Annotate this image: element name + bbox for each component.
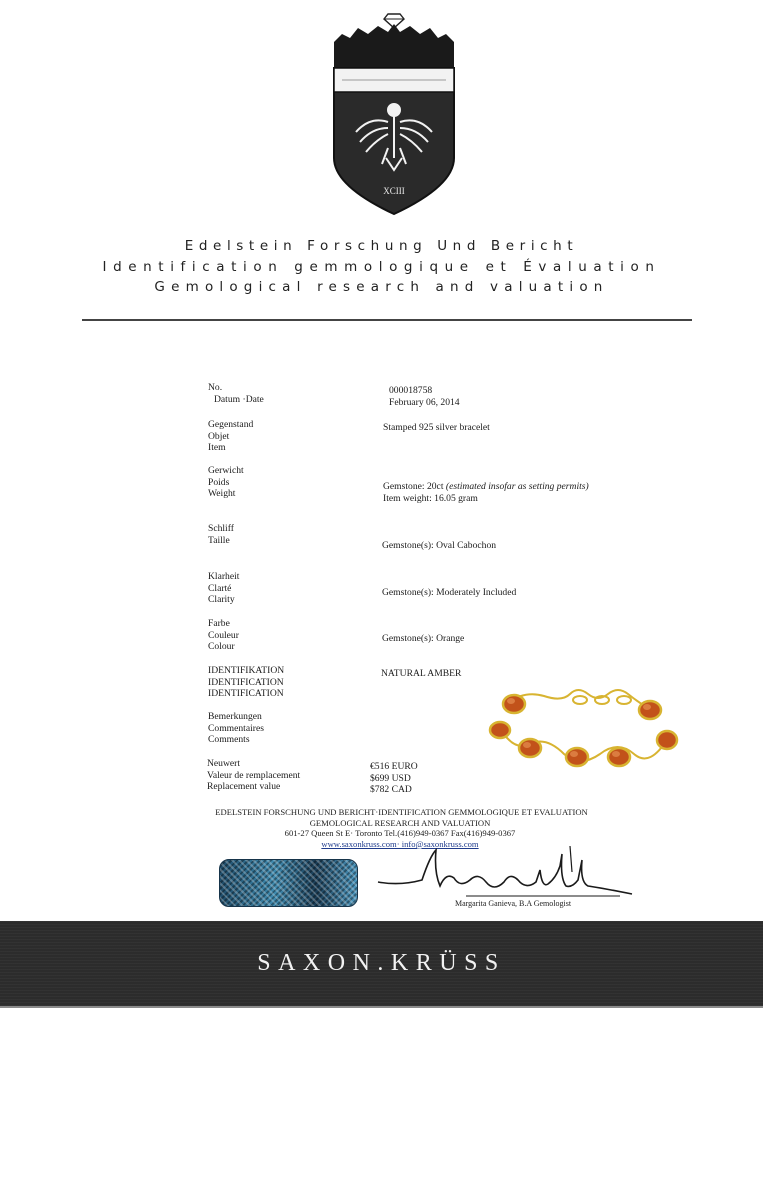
item-labels — [208, 419, 253, 454]
value-eur: €516 EURO — [370, 761, 418, 772]
header-divider — [82, 319, 692, 321]
gem-weight: Gemstone: 20ct (estimated insofar as setting permits) — [383, 481, 589, 492]
weight-values — [383, 481, 589, 504]
weight-label-fr: Poids — [208, 476, 230, 488]
ident-label-de: IDENTIFIKATION — [208, 665, 285, 676]
footer-address: 601-27 Queen St E· Toronto Tel.(416)949-0367 Fax(416)949-0367 — [284, 828, 516, 838]
item-value: Stamped 925 silver bracelet — [383, 422, 490, 433]
colour-label-fr: Couleur — [208, 629, 239, 641]
value-label-fr: Valeur de remplacement — [207, 769, 301, 781]
cut-label-fr: Taille — [208, 534, 230, 546]
item-label-fr: Objet — [208, 430, 230, 442]
hologram-seal — [219, 859, 358, 907]
colour-label-de: Farbe — [208, 618, 230, 629]
footer-web-link[interactable]: www.saxonkruss.com· info@saxonkruss.com — [321, 839, 479, 849]
value-usd: $699 USD — [370, 772, 411, 784]
replacement-values — [370, 761, 418, 796]
ident-label-en: IDENTIFICATION — [208, 688, 284, 699]
colour-label-en: Colour — [208, 641, 235, 652]
number-label: No. — [208, 382, 223, 393]
heading-german: Edelstein Forschung Und Bericht — [184, 238, 579, 254]
cut-value: Gemstone(s): Oval Cabochon — [382, 540, 497, 551]
value-labels — [207, 758, 300, 793]
comment-labels — [208, 711, 264, 746]
comment-label-fr: Commentaires — [208, 722, 264, 734]
banner-divider — [0, 1006, 763, 1008]
value-label-en: Replacement value — [207, 781, 281, 792]
value-label-de: Neuwert — [207, 758, 241, 769]
clarity-label-de: Klarheit — [208, 571, 240, 582]
item-label-de: Gegenstand — [208, 419, 254, 430]
bracelet-photo — [484, 682, 684, 782]
clarity-labels — [208, 571, 239, 606]
number-date-labels — [208, 382, 264, 405]
clarity-label-fr: Clarté — [208, 582, 232, 594]
report-date: February 06, 2014 — [389, 396, 460, 408]
item-weight: Item weight: 16.05 gram — [383, 492, 478, 504]
heading-french: Identification gemmologique et Évaluation — [102, 259, 661, 275]
weight-label-en: Weight — [208, 488, 236, 499]
footer-subtitle: GEMOLOGICAL RESEARCH AND VALUATION — [309, 818, 491, 828]
clarity-label-en: Clarity — [208, 594, 235, 605]
svg-text:XCIII: XCIII — [383, 186, 405, 196]
comment-label-de: Bemerkungen — [208, 711, 262, 722]
weight-labels — [208, 465, 244, 500]
report-number: 000018758 — [389, 385, 433, 396]
heading-english: Gemological research and valuation — [154, 279, 609, 295]
cut-label-de: Schliff — [208, 523, 234, 534]
identification-value: NATURAL AMBER — [381, 668, 462, 679]
comment-label-en: Comments — [208, 734, 250, 745]
crest-eagle-icon — [328, 8, 460, 218]
identification-labels — [208, 665, 284, 700]
signer-name: Margarita Ganieva, B.A Gemologist — [455, 899, 572, 908]
brand-logo-text: SAXON.KRÜSS — [257, 950, 506, 976]
colour-value: Gemstone(s): Orange — [382, 633, 465, 644]
number-date-values — [389, 385, 460, 408]
clarity-value: Gemstone(s): Moderately Included — [382, 587, 517, 598]
signature — [370, 842, 640, 904]
weight-label-de: Gerwicht — [208, 465, 244, 476]
colour-labels — [208, 618, 239, 653]
value-cad: $782 CAD — [370, 784, 412, 795]
footer-company: EDELSTEIN FORSCHUNG UND BERICHT·IDENTIFICATION GEMMOLOGIQUE ET EVALUATION — [215, 807, 588, 817]
cut-labels — [208, 523, 234, 546]
ident-label-fr: IDENTIFICATION — [208, 676, 284, 688]
item-label-en: Item — [208, 442, 226, 453]
date-label: Datum ·Date — [214, 393, 264, 405]
